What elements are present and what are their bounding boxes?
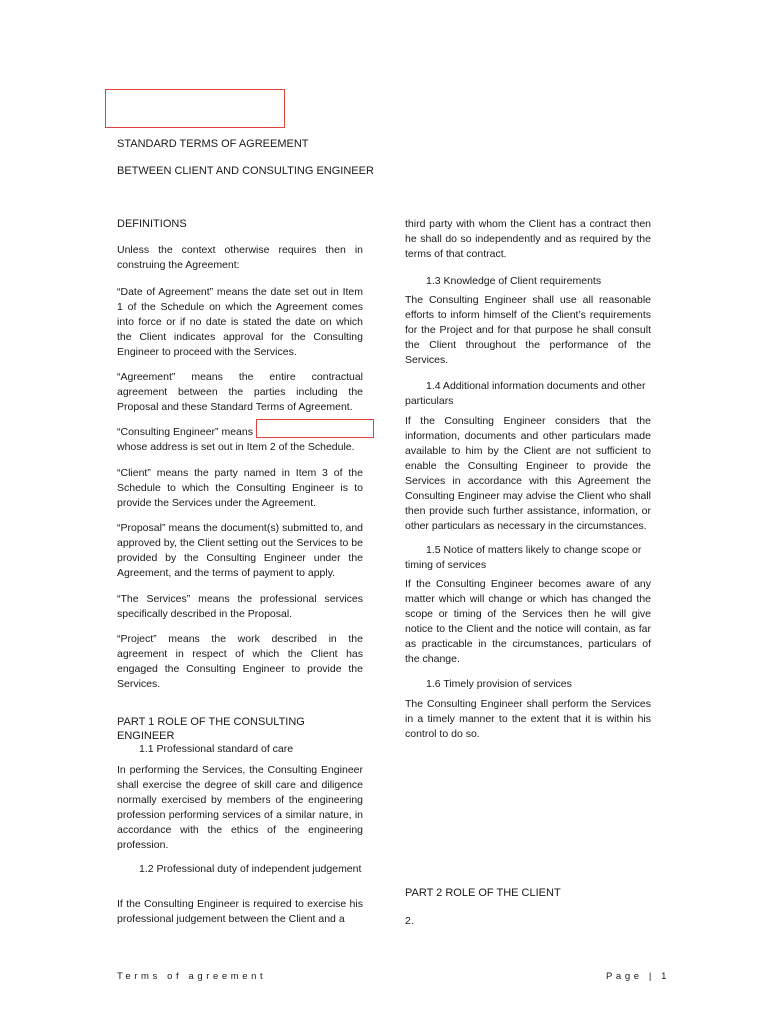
consulting-engineer-name-field[interactable] bbox=[256, 419, 374, 438]
definition-agreement: “Agreement” means the entire contractual agreement between the parties including the Proposal and these Standard Terms of Agreement. bbox=[117, 371, 363, 413]
footer-title: Terms of agreement bbox=[117, 971, 267, 982]
part2-item-number: 2. bbox=[405, 915, 414, 927]
part2-heading: PART 2 ROLE OF THE CLIENT bbox=[405, 887, 561, 899]
definitions-intro: Unless the context otherwise requires then in construing the Agreement: bbox=[117, 244, 363, 271]
definition-consulting-engineer-line2: whose address is set out in Item 2 of the Schedule. bbox=[117, 441, 355, 453]
definition-project: “Project” means the work described in the agreement in respect of which the Client has engaged the Consulting Engineer to provide the Services. bbox=[117, 633, 363, 690]
section-1-2-heading: 1.2 Professional duty of independent judgement bbox=[139, 863, 362, 875]
definition-consulting-engineer-line1: “Consulting Engineer” means bbox=[117, 426, 253, 438]
section-1-2-continued: third party with whom the Client has a contract then he shall do so independently and as required by the terms of that contract. bbox=[405, 218, 651, 260]
logo-placeholder-box bbox=[105, 89, 285, 128]
definitions-heading: DEFINITIONS bbox=[117, 218, 187, 230]
part1-heading: PART 1 ROLE OF THE CONSULTING ENGINEER bbox=[117, 716, 305, 742]
section-1-6-text: The Consulting Engineer shall perform the Services in a timely manner to the extent that it is within his control to do so. bbox=[405, 698, 651, 740]
definition-services: “The Services” means the professional services specifically described in the Proposal. bbox=[117, 593, 363, 620]
section-1-5-heading: 1.5 Notice of matters likely to change scope or timing of services bbox=[405, 544, 642, 571]
definition-client: “Client” means the party named in Item 3 of the Schedule to which the Consulting Engineer is to provide the Services under the Agreement. bbox=[117, 467, 363, 509]
section-1-4-text: If the Consulting Engineer considers that the information, documents and other particulars made available to him by the Client are not sufficient to enable the Consulting Engineer to provide the Services in accordance with this Agreement the Consulting Engineer may advise the Client who shall then provide such further assistance, information, or other particulars as necessary in the circumstances. bbox=[405, 415, 651, 532]
section-1-1-heading: 1.1 Professional standard of care bbox=[139, 743, 294, 755]
section-1-4-heading: 1.4 Additional information documents and other particulars bbox=[405, 380, 646, 407]
section-1-3-text: The Consulting Engineer shall use all reasonable efforts to inform himself of the Client’s requirements for the Project and for that purpose he shall consult the Client throughout the performance of the Services. bbox=[405, 294, 651, 366]
document-title-line2: BETWEEN CLIENT AND CONSULTING ENGINEER bbox=[117, 165, 374, 177]
section-1-5-text: If the Consulting Engineer becomes aware of any matter which will change or which has changed the scope or timing of the Services then he will give notice to the Client and the notice will contain, as far as practicable in the circumstances, particulars of the change. bbox=[405, 578, 651, 665]
section-1-1-text: In performing the Services, the Consulting Engineer shall exercise the degree of skill care and diligence normally exercised by members of the engineering profession performing services of a similar nature, in accordance with the ethics of the engineering profession. bbox=[117, 764, 363, 851]
page-number: Page | 1 bbox=[606, 971, 671, 982]
section-1-6-heading: 1.6 Timely provision of services bbox=[426, 678, 572, 690]
definition-proposal: “Proposal” means the document(s) submitted to, and approved by, the Client setting out the Services to be provided by the Consulting Engineer under the Agreement, and the terms of payment to apply. bbox=[117, 522, 363, 579]
document-title-line1: STANDARD TERMS OF AGREEMENT bbox=[117, 138, 309, 150]
definition-date-of-agreement: “Date of Agreement” means the date set out in Item 1 of the Schedule on which the Agreement comes into force or if no date is stated the date on which the Client indicates approval for the Consulting Engineer to proceed with the Services. bbox=[117, 286, 363, 358]
section-1-2-text: If the Consulting Engineer is required to exercise his professional judgement between the Client and a bbox=[117, 898, 363, 925]
section-1-3-heading: 1.3 Knowledge of Client requirements bbox=[426, 275, 602, 287]
